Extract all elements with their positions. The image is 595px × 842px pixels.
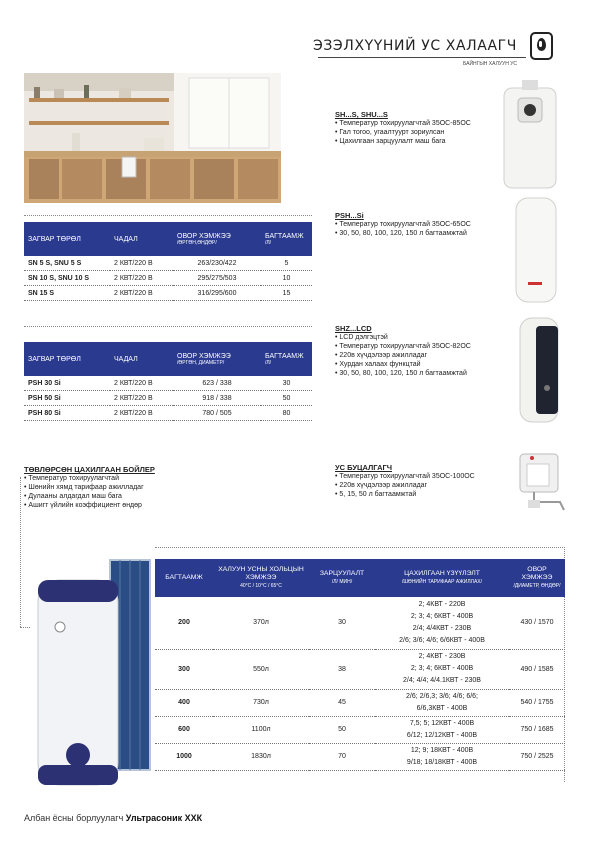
boiler-feature: • Дулааны алдагдал маш бага	[24, 492, 224, 501]
table-row: 1000 1830л 70 12; 9; 18КВТ - 400В 9/18; 18/18КВТ - 400В 750 / 2525	[155, 743, 565, 770]
product-feature: • 220в хүчдэлээр ажилладаг	[335, 351, 510, 360]
boiler-solar-image	[30, 555, 155, 790]
boiler-title: ТӨВЛӨРСӨН ЦАХИЛГААН БОЙЛЕР	[24, 465, 155, 474]
col-header-electric: ЦАХИЛГААН ҮЗҮҮЛЭЛТ /ШӨНИЙН ТАРИФААР АЖИЛЛАХ/	[375, 559, 509, 597]
table-row: 400 730л 45 2/6; 2/6,3; 3/6; 4/6; 6/6; 6/6,3КВТ - 400В 540 / 1755	[155, 689, 565, 716]
divider	[24, 326, 312, 327]
product-feature: • Температур тохируулагчтай 35ОС-65ОС	[335, 220, 510, 229]
boiler-feature: • Температур тохируулагчтай	[24, 474, 224, 483]
product-title: УС БУЦАЛГАГЧ	[335, 463, 393, 472]
product-feature: • Температур тохируулагчтай 35ОС-85ОС	[335, 119, 500, 128]
divider	[20, 477, 21, 627]
table-row: SN 5 S, SNU 5 S 2 КВТ/220 В 263/230/422 5	[24, 256, 312, 271]
product-shz	[335, 324, 510, 378]
col-header-size: ОВОР ХЭМЖЭЭ /ӨРГӨН,ӨНДӨР/	[173, 222, 261, 256]
col-header-power: ЧАДАЛ	[110, 222, 173, 256]
product-boiler	[335, 463, 510, 499]
col-header-size: ОВОР ХЭМЖЭЭ /ДИАМЕТР, ӨНДӨР/	[509, 559, 565, 597]
product-feature: • LCD дэлгэцтэй	[335, 333, 510, 342]
col-header-size: ОВОР ХЭМЖЭЭ /ӨРГӨН, ДИАМЕТР/	[173, 342, 261, 376]
product-sh	[335, 110, 500, 146]
col-header-model: ЗАГВАР ТӨРӨЛ	[24, 222, 110, 256]
table-psh-models	[24, 342, 312, 421]
shz-heater-image	[516, 316, 564, 428]
product-feature: • 220в хүчдэлээр ажилладаг	[335, 481, 510, 490]
product-title: SHZ...LCD	[335, 324, 372, 333]
title-underline	[318, 57, 526, 58]
col-header-usage: ЗАРЦУУЛАЛТ /Л/ МИН/	[309, 559, 375, 597]
divider	[155, 547, 565, 548]
product-feature: • 30, 50, 80, 100, 120, 150 л багтаамжтай	[335, 229, 510, 238]
table-row: SN 15 S 2 КВТ/220 В 316/295/600 15	[24, 286, 312, 301]
divider	[20, 627, 30, 628]
water-drop-icon	[530, 32, 553, 60]
col-header-capacity: БАГТААМЖ /Л/	[261, 342, 312, 376]
sh-heater-image	[500, 80, 560, 192]
table-sn-models	[24, 222, 312, 301]
product-title: PSH...Si	[335, 211, 364, 220]
footer-company: Ультрасоник ХХК	[125, 813, 203, 823]
boiler-feature: • Ашигт үйлийн коэффициент өндөр	[24, 501, 224, 510]
product-feature: • Хурдан халаах функцтай	[335, 360, 510, 369]
table-row: 600 1100л 50 7,5; 5; 12КВТ - 400В 6/12; 12/12КВТ - 400В 750 / 1685	[155, 716, 565, 743]
page-subtitle: БАЙНГЫН ХАЛУУН УС	[462, 61, 517, 67]
product-feature: • Температур тохируулагчтай 35ОС-100ОС	[335, 472, 510, 481]
page-title: ЭЗЭЛХҮҮНИЙ УС ХАЛААГЧ	[312, 38, 517, 54]
product-feature: • Гал тогоо, угаалтуурт зориулсан	[335, 128, 500, 137]
table-row: PSH 50 Si 2 КВТ/220 В 918 / 338 50	[24, 391, 312, 406]
boiler-feature: • Шөнийн хямд тарифаар ажилладаг	[24, 483, 224, 492]
product-feature: • Цахилгаан зарцуулалт маш бага	[335, 137, 500, 146]
table-row: PSH 80 Si 2 КВТ/220 В 780 / 505 80	[24, 406, 312, 421]
table-boiler-specs	[155, 559, 565, 771]
col-header-model: ЗАГВАР ТӨРӨЛ	[24, 342, 110, 376]
water-boiler-image	[512, 452, 572, 522]
divider	[24, 215, 312, 216]
product-feature: • Температур тохируулагчтай 35ОС-82ОС	[335, 342, 510, 351]
product-psh	[335, 211, 510, 238]
col-header-capacity: БАГТААМЖ /Л/	[261, 222, 312, 256]
col-header-power: ЧАДАЛ	[110, 342, 173, 376]
kitchen-photo	[24, 73, 281, 203]
table-row: 200 370л 30 2; 4КВТ - 220В 2; 3; 4; 6КВТ - 400В 2/4; 4/4КВТ - 230В 2/6; 3/6; 4/6; 6/6КВТ - 400В 430 / 1570	[155, 597, 565, 649]
table-row: PSH 30 Si 2 КВТ/220 В 623 / 338 30	[24, 376, 312, 391]
boiler-section	[24, 465, 224, 510]
footer	[24, 813, 202, 823]
col-header-mix: ХАЛУУН УСНЫ ХОЛЬЦЫН ХЭМЖЭЭ 40°C / 10°C / 65°C	[213, 559, 309, 597]
product-feature: • 5, 15, 50 л багтаамжтай	[335, 490, 510, 499]
psh-heater-image	[512, 196, 560, 306]
footer-prefix: Албан ёсны борлуулагч	[24, 813, 124, 823]
product-title: SH...S, SHU...S	[335, 110, 388, 119]
table-row: SN 10 S, SNU 10 S 2 КВТ/220 В 295/275/503 10	[24, 271, 312, 286]
product-feature: • 30, 50, 80, 100, 120, 150 л багтаамжтай	[335, 369, 510, 378]
col-header-capacity: БАГТААМЖ	[155, 559, 213, 597]
table-row: 300 550л 38 2; 4КВТ - 230В 2; 3; 4; 6КВТ - 400В 2/4; 4/4; 4/4.1КВТ - 230В 490 / 1585	[155, 649, 565, 689]
